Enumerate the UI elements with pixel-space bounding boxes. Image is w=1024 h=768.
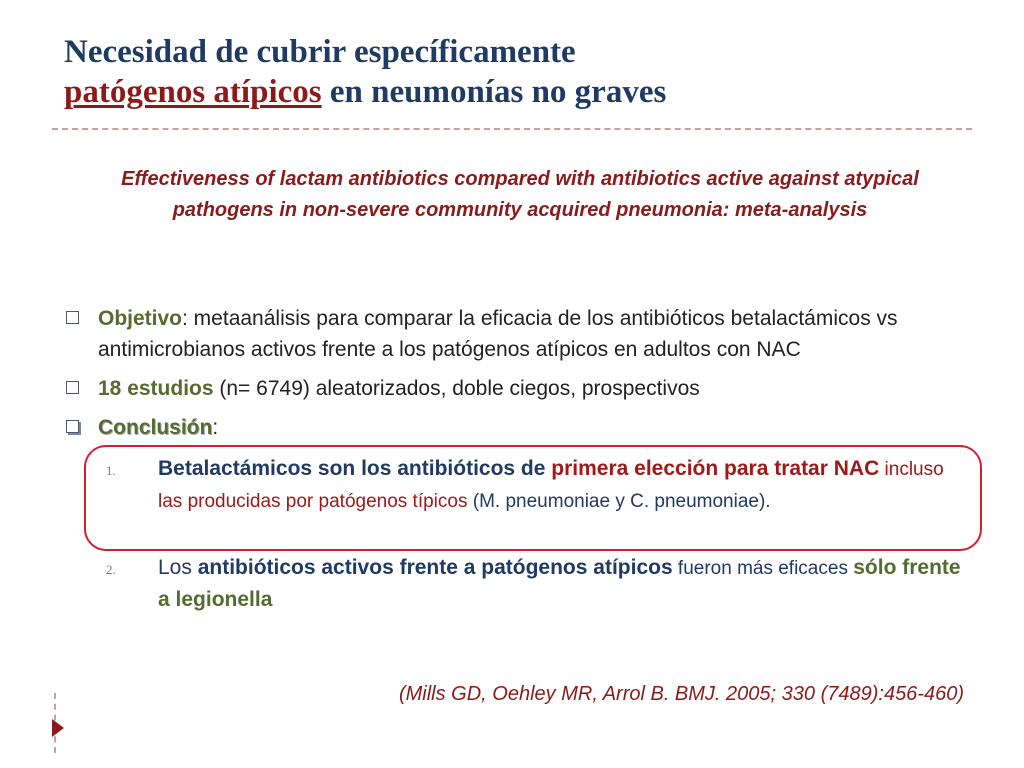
title-divider (52, 128, 972, 130)
slide-title (64, 32, 964, 112)
conclusion-1-part-2: primera elección para tratar NAC (551, 457, 880, 480)
conclusion-2-part-4: sólo frente a legionella (158, 556, 961, 611)
title-highlight: patógenos atípicos (64, 74, 322, 110)
estudios-text: (n= 6749) aleatorizados, doble ciegos, prospectivos (213, 377, 700, 400)
item-number: 1. (106, 463, 116, 478)
citation: (Mills GD, Oehley MR, Arrol B. BMJ. 2005; 330 (7489):456-460) (398, 683, 964, 705)
checkbox-bullet-icon (66, 420, 79, 433)
objetivo-label: Objetivo (98, 307, 183, 330)
conclusion-1-part-1: Betalactámicos son los antibióticos de (158, 457, 552, 480)
conclusion-item-1 (100, 453, 970, 517)
conclusion-2-part-3: fueron más eficaces (672, 558, 854, 579)
checkbox-bullet-icon (66, 381, 79, 394)
study-title: Effectiveness of lactam antibiotics compared with antibiotics active against atypical pathogens in non-severe community acquired pneumonia: meta-analysis (121, 168, 919, 221)
title-line-2: en neumonías no graves (321, 74, 667, 110)
arrow-right-icon (52, 719, 64, 737)
conclusion-colon: : (212, 416, 219, 439)
bullet-estudios (64, 373, 974, 404)
bullet-objetivo (64, 303, 974, 365)
conclusion-2-part-1: Los (158, 556, 198, 579)
objetivo-text: : metaanálisis para comparar la eficacia de los antibióticos betalactámicos vs antimicrobianos activos frente a los patógenos atípicos en adultos con NAC (98, 307, 898, 361)
bullet-conclusion (64, 412, 974, 443)
conclusion-1-part-4: (M. pneumoniae y C. pneumoniae). (467, 491, 771, 512)
checkbox-bullet-icon (66, 311, 79, 324)
conclusion-1-part-3: incluso las producidas por patógenos típicos (158, 459, 944, 512)
item-number: 2. (106, 562, 116, 577)
bullet-list (64, 303, 974, 451)
estudios-label: 18 estudios (98, 377, 214, 400)
conclusion-item-2 (100, 552, 970, 615)
title-line-1: Necesidad de cubrir específicamente (64, 34, 576, 70)
conclusion-2-part-2: antibióticos activos frente a patógenos atípicos (197, 556, 673, 579)
conclusion-label: Conclusión (98, 416, 213, 439)
